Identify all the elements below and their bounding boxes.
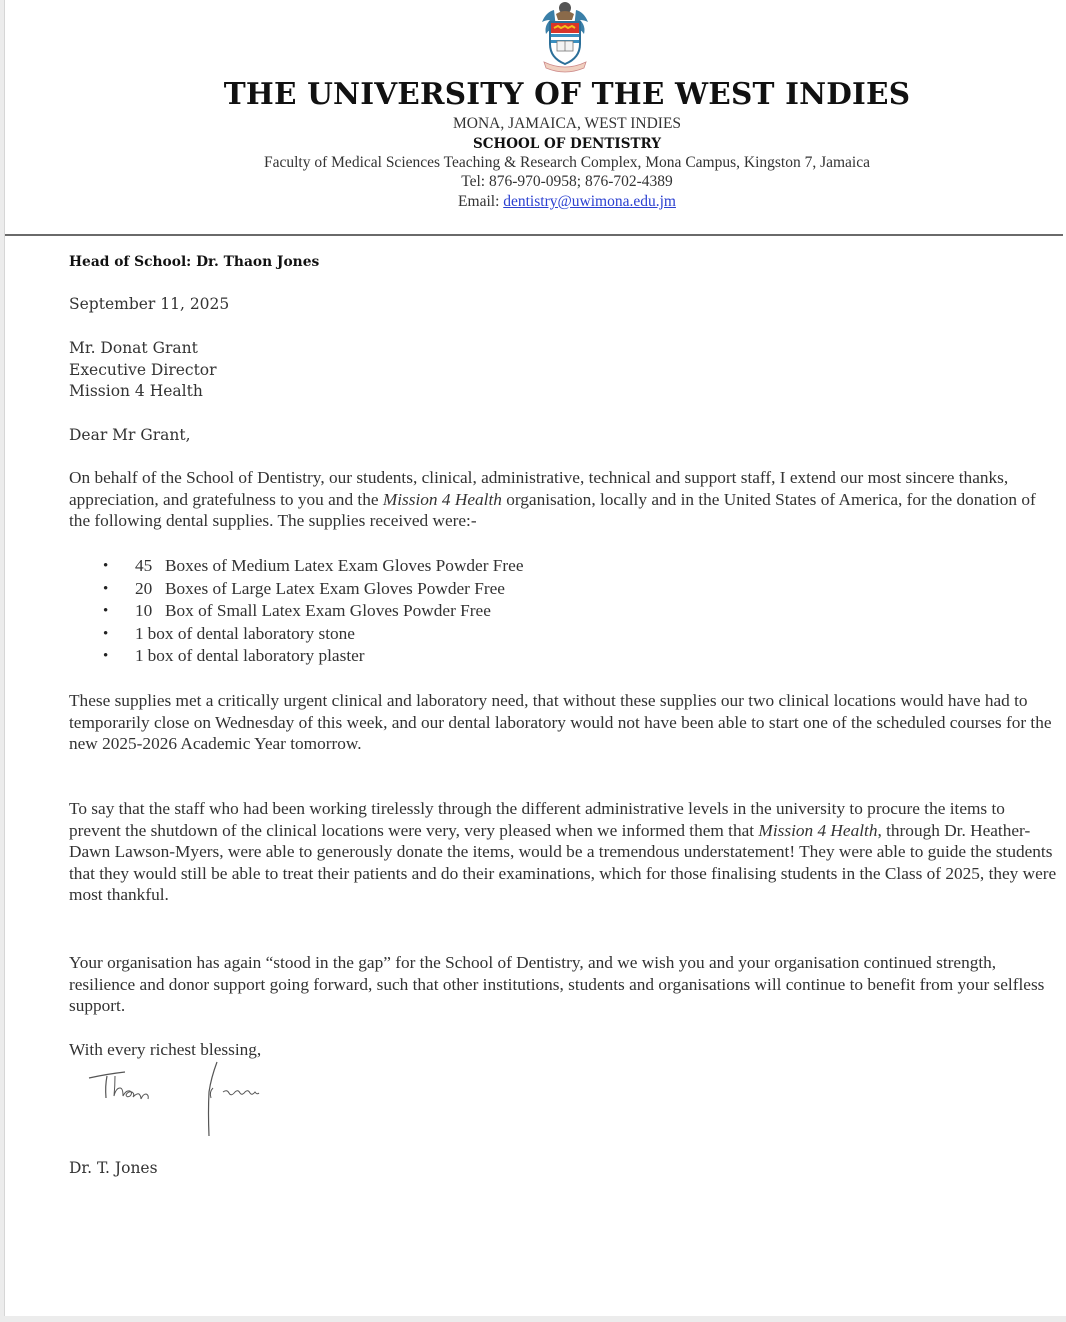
supply-quantity: 10: [135, 601, 153, 621]
supply-description: Boxes of Large Latex Exam Gloves Powder Free: [165, 578, 505, 598]
university-name: THE UNIVERSITY OF THE WEST INDIES: [223, 76, 911, 111]
head-of-school: Head of School: Dr. Thaon Jones: [69, 254, 320, 270]
supply-description: Boxes of Medium Latex Exam Gloves Powder Free: [165, 556, 524, 575]
supply-quantity: 45: [135, 556, 153, 575]
paragraph-text: On behalf of the School of Dentistry, our students, clinical, administrative, technical and support staff, I extend our most sincere thanks, appreciation, and gratefulness to you and the: [69, 468, 1009, 509]
supply-item: [103, 555, 524, 578]
school-telephone: Tel: 876-970-0958; 876-702-4389: [461, 173, 673, 190]
signatory-name: Dr. T. Jones: [69, 1159, 158, 1177]
recipient-title: Executive Director: [69, 360, 217, 379]
supply-quantity: 20: [135, 578, 153, 598]
supplies-list: [103, 555, 524, 668]
closing-line: With every richest blessing,: [69, 1040, 262, 1059]
signature-icon: [85, 1058, 285, 1148]
school-email-line: [5, 193, 1066, 211]
email-label: Email:: [458, 193, 500, 210]
email-link[interactable]: dentistry@uwimona.edu.jm: [503, 193, 676, 210]
letter-date: September 11, 2025: [69, 295, 230, 313]
supply-description: box of dental laboratory stone: [147, 623, 355, 643]
supply-description: box of dental laboratory plaster: [147, 646, 365, 666]
paragraph-urgent-need: These supplies met a critically urgent clinical and laboratory need, that without these supplies our two clinical locations would have had to temporarily close on Wednesday of this week, and our dental laboratory would not have been able to start one of the scheduled courses for the new 2025-2026 Academic Year tomorrow.: [69, 691, 1052, 753]
recipient-block: [69, 338, 1059, 403]
supply-item: [103, 600, 524, 623]
supply-quantity: 1: [135, 623, 144, 643]
letter-page: [4, 0, 1066, 1316]
header-divider: [5, 234, 1063, 236]
supply-item: [103, 645, 524, 668]
recipient-name: Mr. Donat Grant: [69, 339, 198, 357]
university-crest-icon: [536, 0, 594, 74]
organisation-name: Mission 4 Health: [758, 820, 878, 840]
paragraph-text: organisation, locally and in the United States of America, for the donation of the following dental supplies. The supplies received were:-: [69, 489, 1036, 530]
recipient-organisation: Mission 4 Health: [69, 382, 203, 400]
organisation-name: Mission 4 Health: [382, 489, 502, 509]
paragraph-thanks: [69, 467, 1059, 532]
supply-item: [103, 623, 524, 646]
school-name: SCHOOL OF DENTISTRY: [473, 136, 661, 152]
paragraph-staff-gratitude: [69, 798, 1059, 906]
paragraph-closing-wishes: Your organisation has again “stood in the gap” for the School of Dentistry, and we wish you and your organisation continued strength, resilience and donor support going forward, such that other institutions, students and organisations will continue to benefit from your selfless support.: [69, 953, 1045, 1015]
paragraph-text: To say that the staff who had been working tirelessly through the different administrative levels in the university to procure the items to prevent the shutdown of the clinical locations were very, very pleased when we informed them that: [69, 799, 1005, 840]
campus-location: MONA, JAMAICA, WEST INDIES: [452, 115, 682, 132]
supply-quantity: 1: [135, 646, 144, 666]
paragraph-text: , through Dr. Heather-Dawn Lawson-Myers, were able to generously donate the items, would be a tremendous understatement! They were able to guide the students that they would still be able to treat their patients and do their examinations, which for those finalising students in the Class of 2025, they were most thankful.: [69, 820, 1057, 904]
salutation: Dear Mr Grant,: [69, 426, 191, 444]
school-address: Faculty of Medical Sciences Teaching & Research Complex, Mona Campus, Kingston 7, Jamaica: [264, 154, 870, 171]
supply-description: Box of Small Latex Exam Gloves Powder Free: [165, 601, 491, 621]
supply-item: [103, 578, 524, 601]
